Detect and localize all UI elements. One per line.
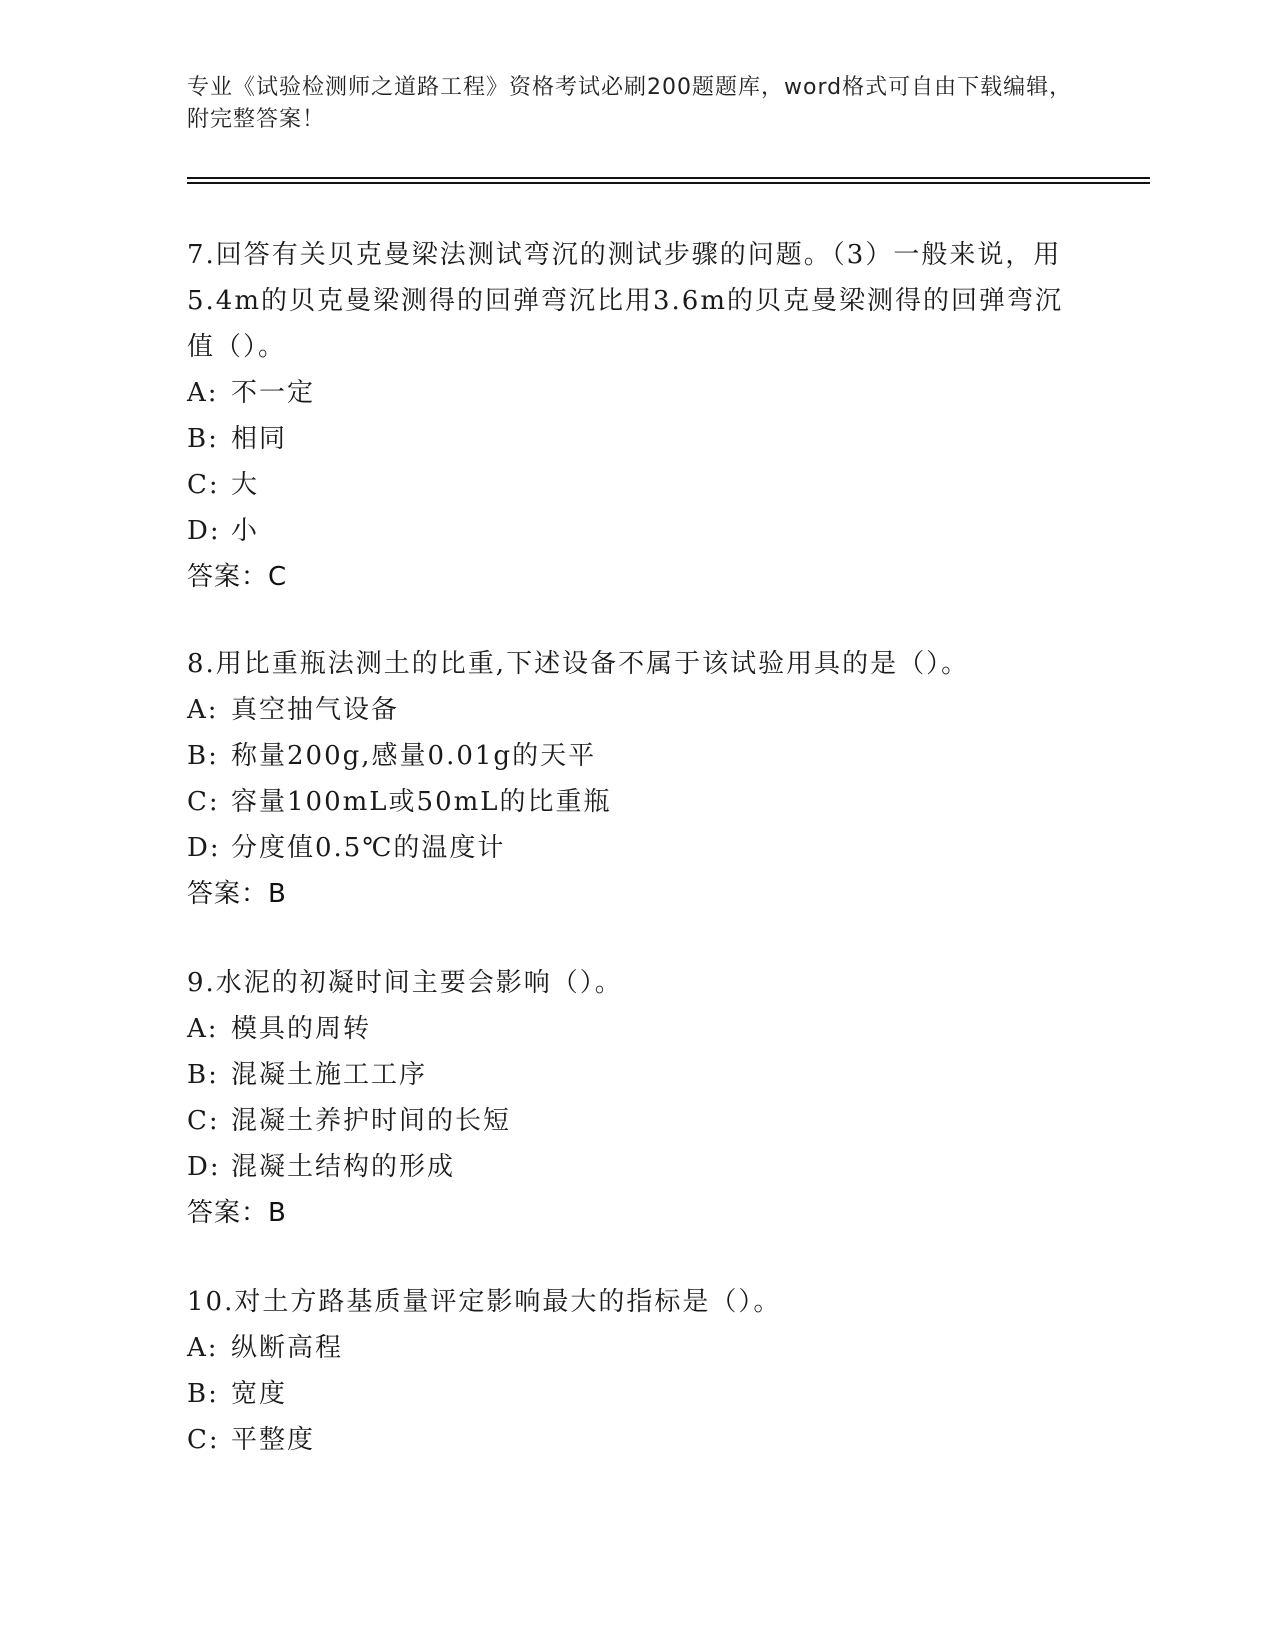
option-letter: C: [187,787,220,817]
option-letter: A: [187,1333,219,1363]
option-c [187,1098,1087,1144]
option-letter: A: [187,695,219,725]
option-letter: B: [187,424,219,454]
option-text: 混凝土结构的形成 [231,1152,456,1182]
option-text: 小 [231,516,260,546]
option-b [187,416,1087,462]
option-text: 纵断高程 [231,1333,344,1363]
option-d [187,508,1087,554]
question-stem: 10.对土方路基质量评定影响最大的指标是（）。 [187,1287,782,1317]
option-text: 混凝土养护时间的长短 [231,1106,512,1136]
option-a [187,1325,1087,1371]
option-text: 不一定 [231,378,316,408]
option-letter: B: [187,1379,219,1409]
option-b [187,733,1087,779]
option-text: 宽度 [231,1379,288,1409]
option-text: 模具的周转 [231,1014,372,1044]
option-text: 真空抽气设备 [231,695,400,725]
option-c [187,779,1087,825]
option-letter: A: [187,1014,219,1044]
option-text: 大 [231,470,260,500]
question-stem: 7.回答有关贝克曼梁法测试弯沉的测试步骤的问题。（3）一般来说，用5.4m的贝克曼梁测得的回弹弯沉比用3.6m的贝克曼梁测得的回弹弯沉值（）。 [187,240,1064,362]
option-c [187,462,1087,508]
question-8 [187,641,1087,917]
option-letter: A: [187,378,219,408]
header-title: 专业《试验检测师之道路工程》资格考试必刷200题题库，word格式可自由下载编辑，附完整答案！ [187,75,1073,132]
option-letter: D: [187,516,221,546]
option-text: 分度值0.5℃的温度计 [231,833,506,863]
option-text: 容量100mL或50mL的比重瓶 [231,787,612,817]
header-divider-bottom [187,182,1150,184]
question-7 [187,232,1087,600]
answer-line: 答案：B [187,1198,287,1228]
option-d [187,1144,1087,1190]
option-b [187,1052,1087,1098]
option-a [187,1006,1087,1052]
option-a [187,370,1087,416]
question-stem: 8.用比重瓶法测土的比重,下述设备不属于该试验用具的是（）。 [187,649,970,679]
option-letter: B: [187,741,219,771]
option-letter: D: [187,833,221,863]
answer-line: 答案：C [187,562,288,592]
option-c [187,1417,1087,1463]
option-text: 称量200g,感量0.01g的天平 [231,741,597,771]
question-stem: 9.水泥的初凝时间主要会影响（）。 [187,968,623,998]
document-header [187,72,1087,136]
option-text: 相同 [231,424,288,454]
option-letter: C: [187,1106,220,1136]
header-divider-top [187,177,1150,179]
option-text: 平整度 [231,1425,316,1455]
option-a [187,687,1087,733]
option-text: 混凝土施工工序 [231,1060,428,1090]
question-10 [187,1279,1087,1463]
option-b [187,1371,1087,1417]
option-letter: B: [187,1060,219,1090]
answer-line: 答案：B [187,879,287,909]
option-letter: D: [187,1152,221,1182]
option-letter: C: [187,1425,220,1455]
option-letter: C: [187,470,220,500]
option-d [187,825,1087,871]
question-9 [187,960,1087,1236]
